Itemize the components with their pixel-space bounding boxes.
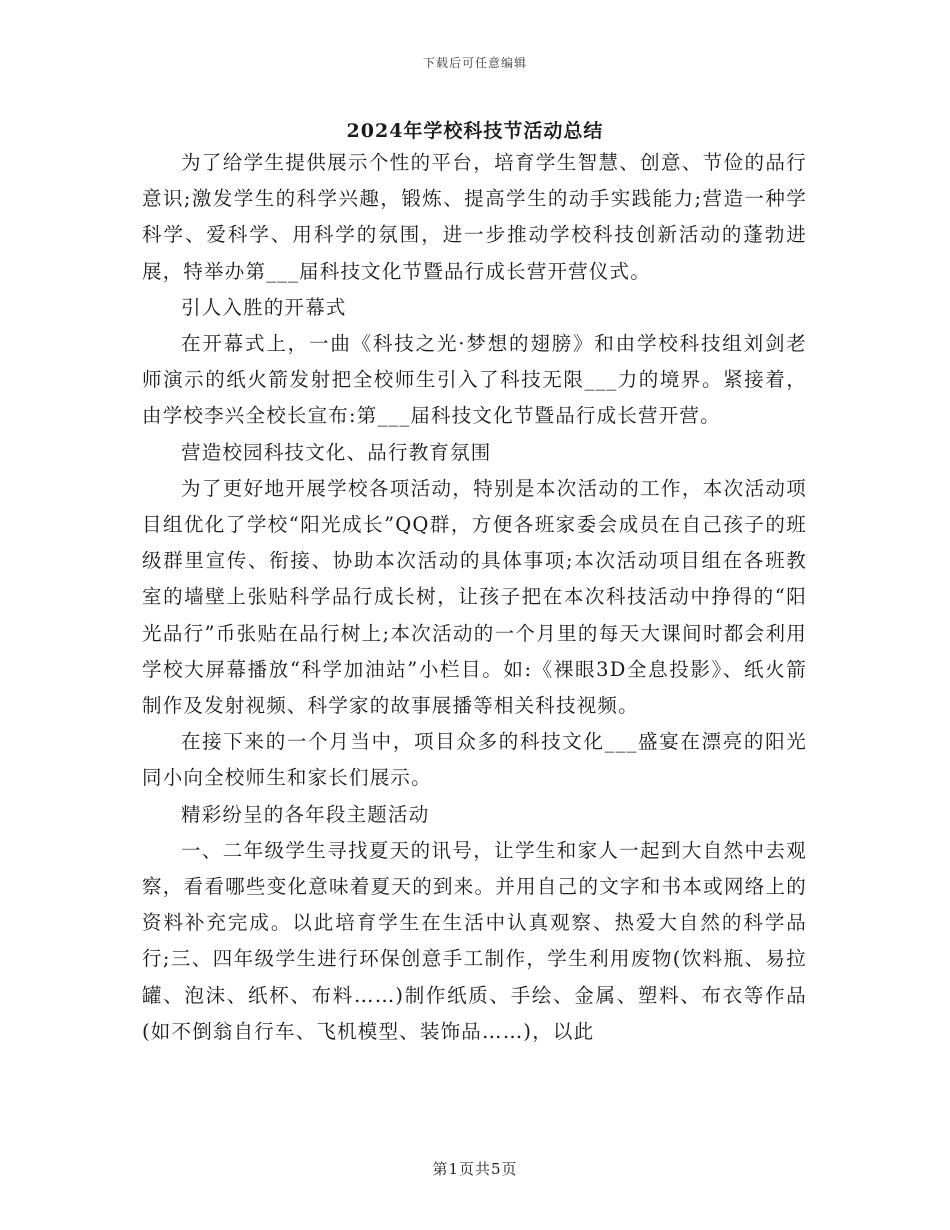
section-heading-opening: 引人入胜的开幕式 bbox=[181, 295, 347, 319]
paragraph-opening: 在开幕式上，一曲《科技之光·梦想的翅膀》和由学校科技组刘剑老师演示的纸火箭发射把全校师生引入了科技无限___力的境界。紧接着，由学校李兴全校长宣布:第___届科技文化节暨品行成长营开营。 bbox=[142, 332, 807, 428]
document-title: 2024年学校科技节活动总结 bbox=[346, 120, 604, 142]
section-heading-atmosphere: 营造校园科技文化、品行教育氛围 bbox=[181, 440, 492, 464]
paragraph-intro: 为了给学生提供展示个性的平台，培育学生智慧、创意、节俭的品行意识;激发学生的科学兴趣，锻炼、提高学生的动手实践能力;营造一种学科学、爱科学、用科学的氛围，进一步推动学校科技创新活动的蓬勃进展，特举办第___届科技文化节暨品行成长营开营仪式。 bbox=[142, 151, 807, 283]
page-number: 第1页共5页 bbox=[432, 1160, 518, 1178]
page-header-note: 下载后可任意编辑 bbox=[422, 56, 527, 70]
paragraph-atmosphere: 为了更好地开展学校各项活动，特别是本次活动的工作，本次活动项目组优化了学校“阳光成长”QQ群，方便各班家委会成员在自己孩子的班级群里宣传、衔接、协助本次活动的具体事项;本次活动项目组在各班教室的墙壁上张贴科学品行成长树，让孩子把在本次科技活动中挣得的“阳光品行”币张贴在品行树上;本次活动的一个月里的每天大课间时都会利用学校大屏幕播放“科学加油站”小栏目。如:《裸眼3D全息投影》、纸火箭制作及发射视频、科学家的故事展播等相关科技视频。 bbox=[142, 476, 807, 718]
paragraph-activities: 一、二年级学生寻找夏天的讯号，让学生和家人一起到大自然中去观察，看看哪些变化意味着夏天的到来。并用自己的文字和书本或网络上的资料补充完成。以此培育学生在生活中认真观察、热爱大自然的科学品行;三、四年级学生进行环保创意手工制作，学生利用废物(饮料瓶、易拉罐、泡沫、纸杯、布料……)制作纸质、手绘、金属、塑料、布衣等作品(如不倒翁自行车、飞机模型、装饰品……)，以此 bbox=[142, 838, 807, 1043]
paragraph-next-month: 在接下来的一个月当中，项目众多的科技文化___盛宴在漂亮的阳光同小向全校师生和家长们展示。 bbox=[142, 730, 807, 790]
document-body bbox=[142, 145, 807, 1050]
section-heading-activities: 精彩纷呈的各年段主题活动 bbox=[181, 802, 430, 826]
